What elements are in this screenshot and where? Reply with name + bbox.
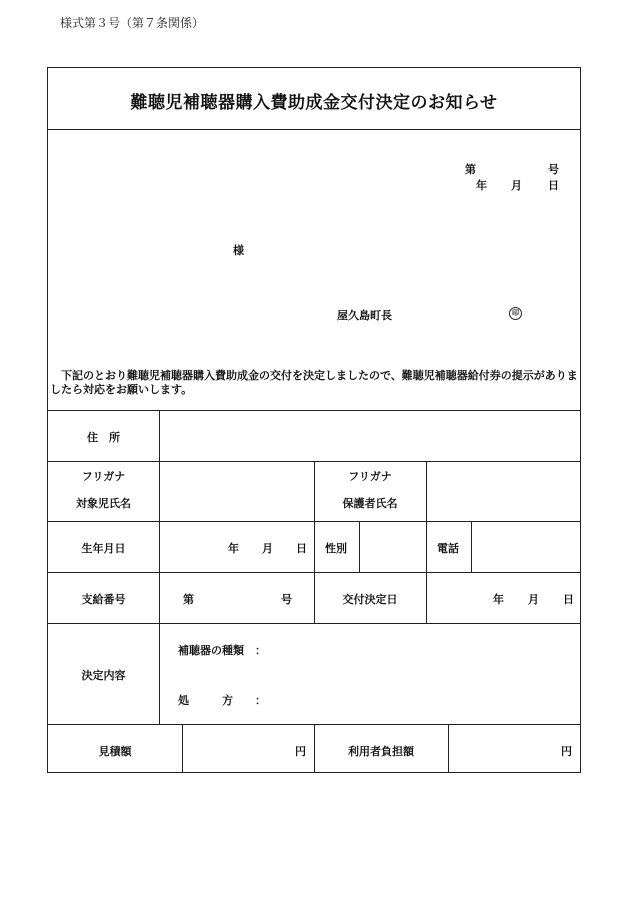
user-burden-label: 利用者負担額 xyxy=(348,745,414,758)
decision-month: 月 xyxy=(528,593,539,606)
decision-day: 日 xyxy=(563,593,574,606)
device-type-colon: ： xyxy=(255,644,266,657)
date-day: 日 xyxy=(548,179,559,192)
decision-date-label: 交付決定日 xyxy=(342,593,398,606)
user-burden-unit: 円 xyxy=(561,745,572,758)
payment-number-prefix: 第 xyxy=(183,593,194,606)
device-type-label: 補聴器の種類 xyxy=(178,644,244,657)
birth-year: 年 xyxy=(228,542,239,555)
estimate-unit: 円 xyxy=(295,745,306,758)
guardian-name-label: 保護者氏名 xyxy=(342,497,398,510)
phone-label: 電話 xyxy=(437,542,459,555)
birth-day: 日 xyxy=(296,542,307,555)
divider xyxy=(48,623,580,624)
divider xyxy=(159,410,160,724)
guardian-furigana-label: フリガナ xyxy=(348,470,392,483)
divider xyxy=(426,461,427,623)
birth-month: 月 xyxy=(262,542,273,555)
divider xyxy=(182,724,183,772)
seal-mark: 印 xyxy=(509,307,522,320)
divider xyxy=(448,724,449,772)
notice-form xyxy=(47,67,581,773)
date-month: 月 xyxy=(511,179,522,192)
child-name-label: 対象児氏名 xyxy=(76,497,131,510)
address-label: 住 所 xyxy=(87,431,120,444)
estimate-label: 見積額 xyxy=(98,745,132,758)
notice-text: 下記のとおり難聴児補聴器購入費助成金の交付を決定しましたので、難聴児補聴器給付券の提示がありましたら対応をお願いします。 xyxy=(50,369,578,396)
gender-label: 性別 xyxy=(325,542,347,555)
divider xyxy=(471,521,472,572)
number-suffix: 号 xyxy=(548,163,559,176)
divider xyxy=(48,410,580,411)
honorific: 様 xyxy=(233,244,244,257)
decision-content-label: 決定内容 xyxy=(81,669,126,682)
form-title: 難聴児補聴器購入費助成金交付決定のお知らせ xyxy=(130,93,498,113)
payment-number-suffix: 号 xyxy=(281,593,292,606)
number-prefix: 第 xyxy=(465,163,476,176)
child-furigana-label: フリガナ xyxy=(81,470,126,483)
form-id: 様式第３号（第７条関係） xyxy=(60,16,205,30)
decision-year: 年 xyxy=(493,593,504,606)
divider xyxy=(48,129,580,130)
date-year: 年 xyxy=(476,179,487,192)
divider xyxy=(359,521,360,572)
issuer: 屋久島町長 xyxy=(337,309,392,322)
birthdate-label: 生年月日 xyxy=(81,542,126,555)
prescription-colon: ： xyxy=(255,694,266,707)
prescription-label: 処 方 xyxy=(178,694,233,707)
payment-number-label: 支給番号 xyxy=(81,593,126,606)
